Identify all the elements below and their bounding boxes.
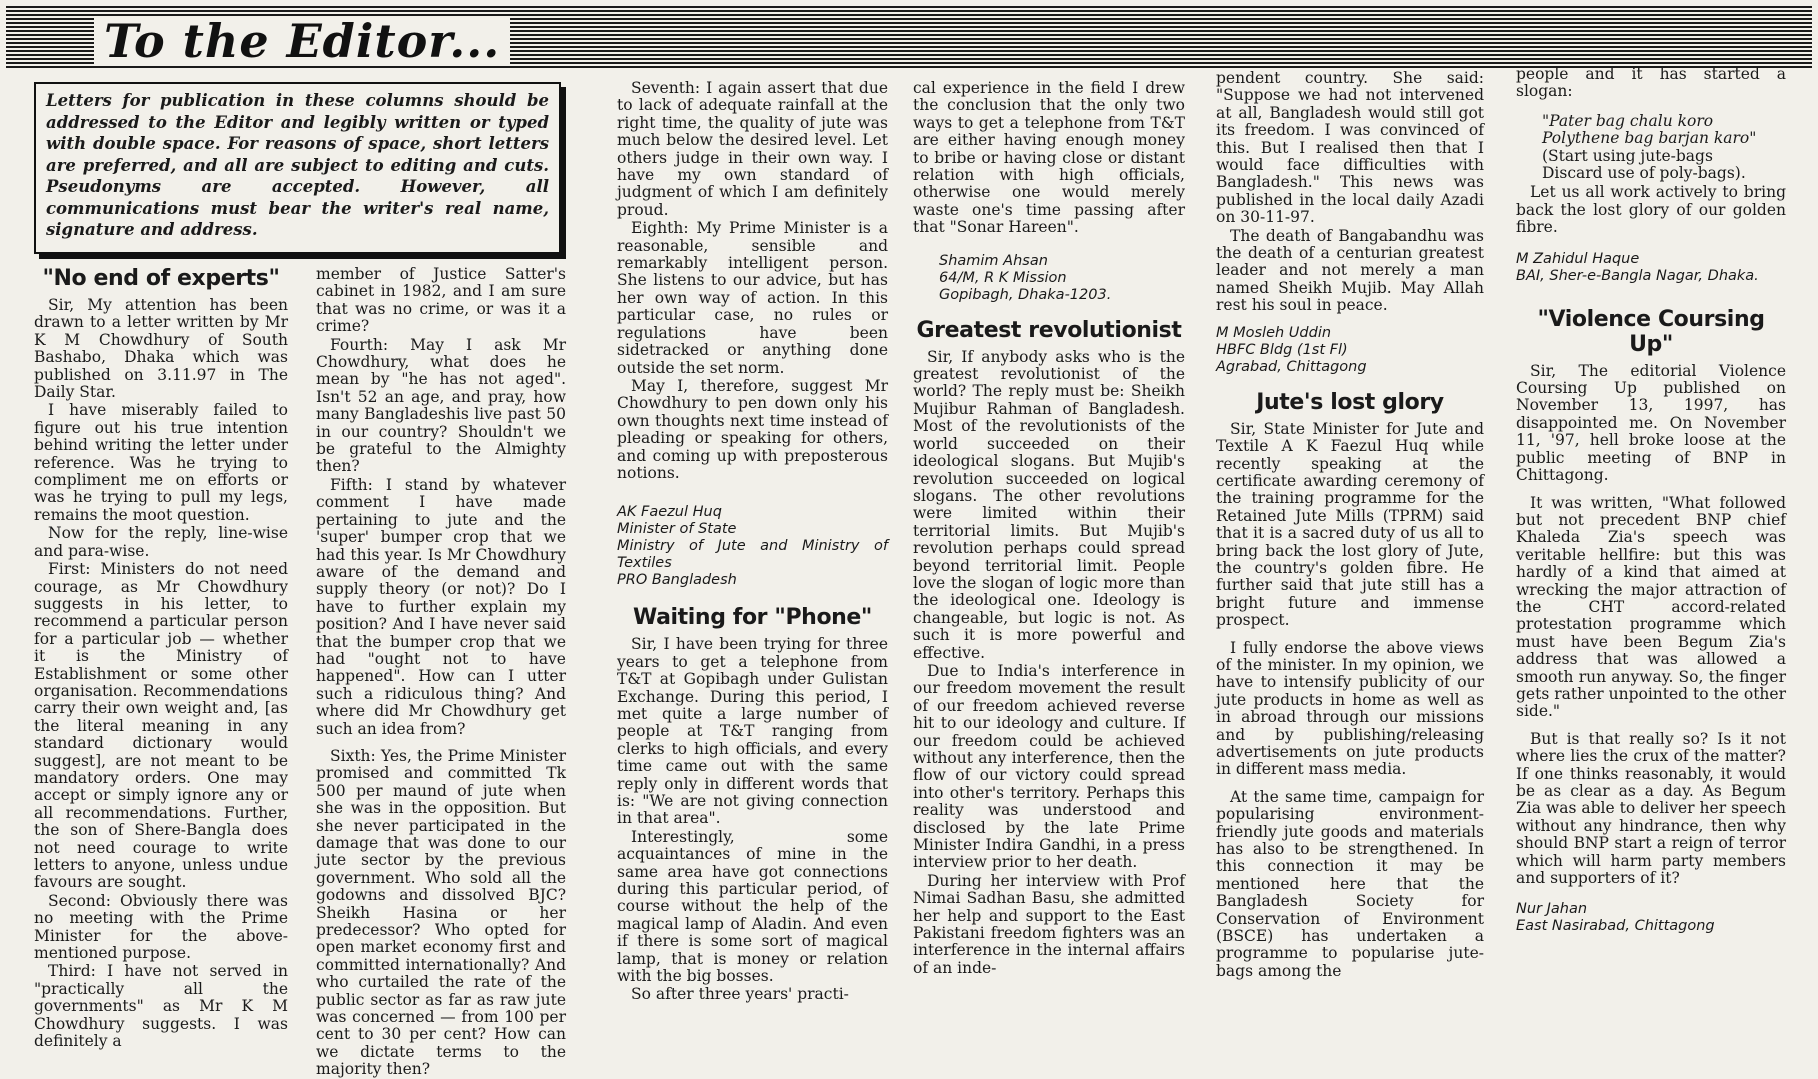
paragraph: Sir, State Minister for Jute and Textile A K Faezul Huq while recently speaking at the certificate awarding ceremony of the training programme for the Retained Jute Mills (TPRM) said that it is a sacred duty of us all to bring back the lost glory of Jute, the country's golden fibre. He further said that jute still has a bright future and immense prospect. (1216, 419, 1484, 630)
paragraph: Interestingly, some acquaintances of mine in the same area have got connections during this particular period, of course without the help of the magical lamp of Aladin. And even if there is some sort of magical lamp, that is money or relation with the big bosses. (617, 827, 888, 986)
paragraph: Eighth: My Prime Minister is a reasonable, sensible and remarkably intelligent person. She listens to our advice, but has her own way of action. In this particular case, no rules or regulations have been sidetracked or anything done outside the set norm. (617, 219, 888, 377)
signature-faezul-huq (617, 504, 888, 589)
section-title: To the Editor... (94, 16, 510, 66)
paragraph: Sixth: Yes, the Prime Minister promised and committed Tk 500 per maund of jute when she was in the opposition. But she never participated in the damage that was done to our jute sector by the previous government. Who sold all the godowns and dissolved BJC? Sheikh Hasina or her predecessor? Who opted for open market economy first and committed internationally? And who curtailed the rate of the public sector as far as raw jute was concerned — from 100 per cent to 30 per cent? How can we dictate terms to the majority then? (316, 746, 566, 1079)
paragraph: But is that really so? Is it not where lies the crux of the matter? If one thinks reasonably, it would be as clear as a day. As Begum Zia was able to deliver her speech without any hindrance, then why should BNP start a reign of terror which will harm party members and supporters of it? (1516, 729, 1786, 888)
column-1 (34, 266, 288, 1051)
paragraph: cal experience in the field I drew the conclusion that the only two ways to get a telephone from T&T are either having enough money to bribe or having close or distant relation with high officials, otherwise one would merely waste one's time passing after that "Sonar Hareen". (913, 79, 1185, 237)
signature-line: AK Faezul Huq (617, 504, 722, 521)
paragraph: I have miserably failed to figure out his true intention behind writing the letter under reference. Was he trying to compliment me on efforts or was he trying to pull my legs, remains the moot question. (34, 401, 288, 524)
paragraph: member of Justice Satter's cabinet in 1982, and I am sure that was no crime, or was it a crime? (316, 265, 566, 336)
signature-line: BAI, Sher-e-Bangla Nagar, Dhaka. (1516, 267, 1759, 284)
column-6 (1516, 66, 1786, 1023)
signature-line: Minister of State (617, 521, 737, 538)
signature-line: Nur Jahan (1516, 901, 1588, 918)
headline-violence-coursing-up: "Violence Coursing Up" (1537, 306, 1765, 357)
paragraph: Sir, My attention has been drawn to a letter written by Mr K M Chowdhury of South Bashabo, Dhaka which was published on 3.11.97 in The Daily Star. (34, 296, 288, 402)
signature-line: East Nasirabad, Chittagong (1516, 918, 1715, 935)
paragraph: During her interview with Prof Nimai Sadhan Basu, she admitted her help and support to the East Pakistani freedom fighters was an interference in the internal affairs of an inde- (913, 871, 1185, 977)
signature-line: Shamim Ahsan (939, 252, 1048, 269)
paragraph: Fourth: May I ask Mr Chowdhury, what does he mean by "he has not aged". Isn't 52 an age, and pray, how many Bangladeshis live past 50 in our country? Shouldn't we be grateful to the Almighty then? (316, 335, 566, 476)
signature-line: Ministry of Jute and Ministry of Textiles (617, 538, 888, 572)
paragraph: Third: I have not served in "practically all the governments" as Mr K M Chowdhury suggests. I was definitely a (34, 962, 288, 1051)
paragraph: Sir, If anybody asks who is the greatest revolutionist of the world? The reply must be: Sheikh Mujibur Rahman of Bangladesh. Most of the revolutionists of the world succeeded on their ideological slogans. But Mujib's revolution succeeded on logical slogans. The other revolutions were limited within their territorial limits. But Mujib's revolution perhaps could spread beyond territorial limit. People love the slogan of logic more than the ideological one. Ideology is changeable, but logic is not. As such it is more powerful and effective. (913, 347, 1185, 662)
slogan-line: (Start using jute-bags (1542, 146, 1713, 165)
paragraph: people and it has started a slogan: (1516, 65, 1786, 101)
headline-greatest-revolutionist: Greatest revolutionist (916, 317, 1182, 343)
paragraph: At the same time, campaign for popularising environment-friendly jute goods and materials has also to be strengthened. In this connection it may be mentioned here that the Bangladesh Society for Conservation of Environment (BSCE) has undertaken a programme to popularise jute-bags among the (1216, 787, 1484, 980)
slogan-line: Polythene bag barjan karo" (1542, 129, 1757, 148)
paragraph: Let us all work actively to bring back the lost glory of our golden fibre. (1516, 183, 1786, 237)
headline-jutes-lost-glory: Jute's lost glory (1256, 389, 1444, 415)
paragraph: Now for the reply, line-wise and para-wise. (34, 524, 288, 560)
paragraph: Fifth: I stand by whatever comment I have made pertaining to jute and the 'super' bumper crop that we had this year. Is Mr Chowdhury aware of the demand and supply theory (or not)? Do I have to further explain my position? And I have never said that the bumper crop that we had "ought not to have happened". How can I utter such a ridiculous thing? And where did Mr Chowdhury get such an idea from? (316, 475, 566, 738)
signature-zahidul-haque (1516, 251, 1786, 285)
column-3 (617, 80, 888, 1023)
headline-no-end-of-experts: "No end of experts" (42, 266, 280, 291)
signature-mosleh-uddin (1216, 325, 1484, 376)
signature-shamim-ahsan (939, 253, 1185, 304)
submission-notice: Letters for publication in these columns should be addressed to the Editor and legibly written or typed with double space. For reasons of space, short letters are preferred, and all are subject to editing and cuts. Pseudonyms are accepted. However, all communications must bear the writer's real name, signature and address. (34, 82, 561, 254)
signature-line: Gopibagh, Dhaka-1203. (939, 286, 1112, 303)
signature-line: PRO Bangladesh (617, 572, 737, 589)
slogan-line: Discard use of poly-bags). (1542, 164, 1746, 183)
column-4 (913, 80, 1185, 1023)
column-5 (1216, 70, 1484, 1023)
paragraph: Seventh: I again assert that due to lack of adequate rainfall at the right time, the quality of jute was much below the desired level. Let others judge in their own way. I have my own standard of judgment of which I am definitely proud. (617, 79, 888, 219)
slogan-line: "Pater bag chalu koro (1542, 111, 1714, 130)
signature-nur-jahan (1516, 901, 1786, 935)
paragraph: Due to India's interference in our freedom movement the result of our freedom achieved reverse hit to our ideology and culture. If our freedom could be achieved without any interference, then the flow of our victory could spread into other's territory. Perhaps this reality was understood and disclosed by the late Prime Minister Indira Gandhi, in a press interview prior to her death. (913, 661, 1185, 872)
paragraph: Second: Obviously there was no meeting with the Prime Minister for the above-mentioned purpose. (34, 891, 288, 963)
column-2 (316, 265, 566, 1079)
section-banner (6, 6, 1812, 68)
paragraph: pendent country. She said: "Suppose we had not intervened at all, Bangladesh would still got its freedom. I was convinced of this. But I realised then that I would face difficulties with Bangladesh." This news was published in the local daily Azadi on 30-11-97. (1216, 69, 1484, 227)
slogan-block (1542, 113, 1786, 183)
paragraph: I fully endorse the above views of the minister. In my opinion, we have to intensify publicity of our jute products in home as well as in abroad through our missions and by publishing/releasing advertisements on jute products in different mass media. (1216, 638, 1484, 779)
paragraph: So after three years' practi- (631, 985, 849, 1004)
signature-line: M Zahidul Haque (1516, 250, 1640, 267)
signature-line: Agrabad, Chittagong (1216, 358, 1367, 375)
paragraph: May I, therefore, suggest Mr Chowdhury to pen down only his own thoughts next time instead of pleading or speaking for others, and coming up with preposterous notions. (617, 376, 888, 482)
paragraph: The death of Bangabandhu was the death of a centurian greatest leader and not merely a man named Sheikh Mujib. May Allah rest his soul in peace. (1216, 226, 1484, 315)
paragraph: It was written, "What followed but not precedent BNP chief Khaleda Zia's speech was veritable hellfire: but this was hardly of a kind that aimed at wrecking the major attraction of the CHT accord-related protestation programme which must have been Begum Zia's address that was allowed a smooth run anyway. So, the finger gets rather unpointed to the other side." (1516, 493, 1786, 721)
paragraph: Sir, I have been trying for three years to get a telephone from T&T at Gopibagh under Gulistan Exchange. During this period, I met quite a large number of people at T&T ranging from clerks to high officials, and every time came out with the same reply only in different words that is: "We are not giving connection in that area". (617, 635, 888, 828)
signature-line: 64/M, R K Mission (939, 269, 1067, 286)
paragraph: First: Ministers do not need courage, as Mr Chowdhury suggests in his letter, to recommend a particular person for a particular job — whether it is the Ministry of Establishment or some other organisation. Recommendations carry their own weight and, [as the literal meaning in any standard dictionary would suggest], are not meant to be mandatory orders. One may accept or simply ignore any or all recommendations. Further, the son of Shere-Bangla does not need courage to write letters to anyone, unless undue favours are sought. (34, 560, 288, 892)
paragraph: Sir, The editorial Violence Coursing Up published on November 13, 1997, has disappointed me. On November 11, '97, hell broke loose at the public meeting of BNP in Chittagong. (1516, 361, 1786, 485)
signature-line: M Mosleh Uddin (1216, 324, 1332, 341)
signature-line: HBFC Bldg (1st Fl) (1216, 341, 1348, 358)
headline-waiting-for-phone: Waiting for "Phone" (633, 605, 872, 631)
